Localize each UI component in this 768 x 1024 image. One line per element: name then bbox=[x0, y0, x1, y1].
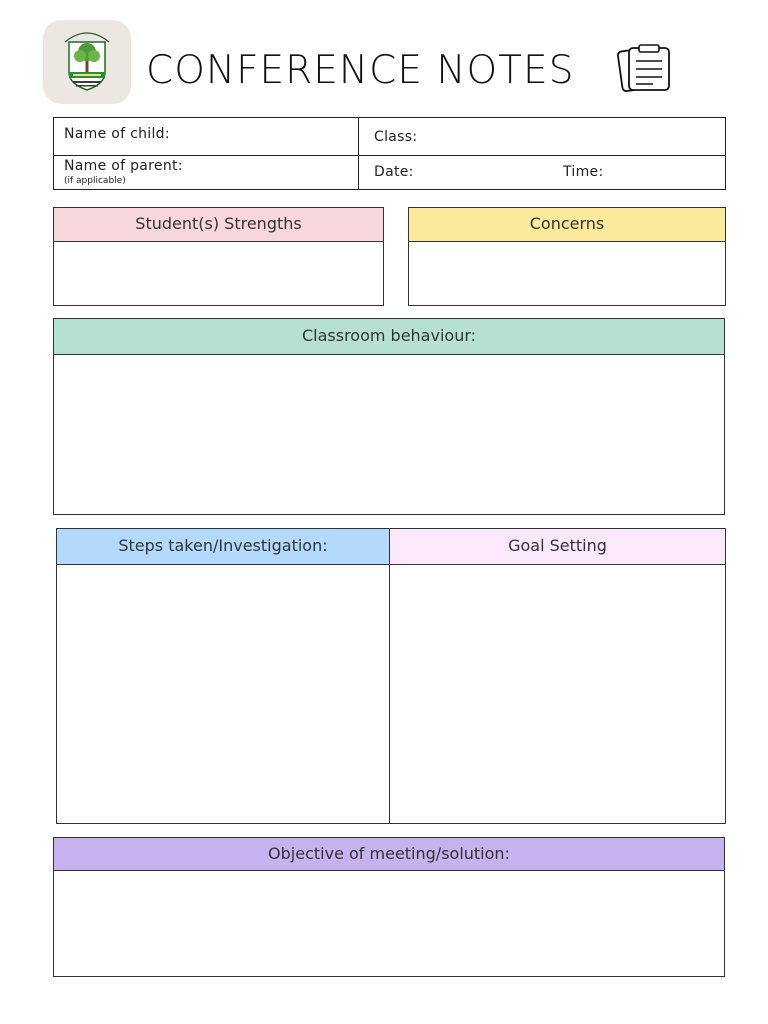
notes-clipboard-icon bbox=[617, 43, 673, 93]
steps-goals-box bbox=[56, 528, 726, 824]
steps-area[interactable] bbox=[57, 565, 389, 823]
concerns-box[interactable] bbox=[408, 207, 726, 306]
concerns-header: Concerns bbox=[409, 208, 725, 242]
objective-box[interactable] bbox=[53, 837, 725, 977]
strengths-header: Student(s) Strengths bbox=[54, 208, 383, 242]
parent-note: (if applicable) bbox=[64, 176, 126, 186]
behaviour-box[interactable] bbox=[53, 318, 725, 515]
child-name-label: Name of child: bbox=[64, 126, 170, 142]
info-divider-vertical bbox=[358, 118, 359, 189]
parent-name-label: Name of parent: bbox=[64, 158, 183, 174]
date-label: Date: bbox=[374, 164, 414, 180]
behaviour-header: Classroom behaviour: bbox=[54, 319, 724, 355]
goals-area[interactable] bbox=[390, 565, 725, 823]
info-table bbox=[53, 117, 726, 190]
class-label: Class: bbox=[374, 129, 418, 145]
school-crest-icon bbox=[43, 20, 131, 104]
info-divider-horizontal bbox=[54, 155, 725, 156]
strengths-box[interactable] bbox=[53, 207, 384, 306]
goals-header: Goal Setting bbox=[389, 529, 725, 565]
time-label: Time: bbox=[563, 164, 604, 180]
objective-header: Objective of meeting/solution: bbox=[54, 838, 724, 871]
page-title: CONFERENCE NOTES bbox=[146, 48, 575, 93]
school-logo bbox=[43, 20, 131, 104]
steps-header: Steps taken/Investigation: bbox=[57, 529, 389, 565]
